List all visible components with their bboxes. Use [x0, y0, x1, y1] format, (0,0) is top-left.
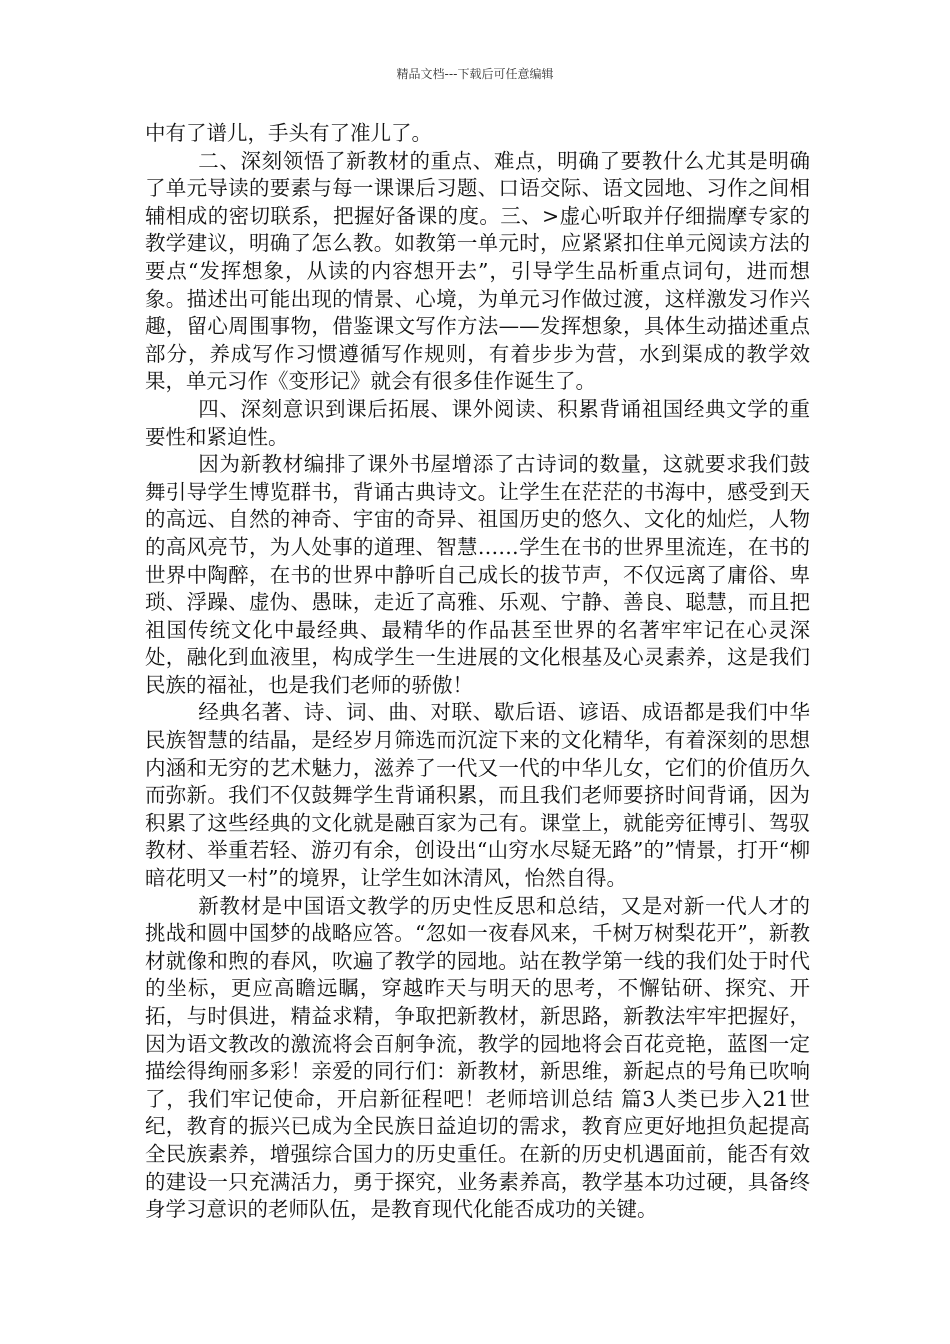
paragraph-section-four: 四、深刻意识到课后拓展、课外阅读、积累背诵祖国经典文学的重要性和紧迫性。 [145, 396, 810, 449]
paragraph-reading: 因为新教材编排了课外书屋增添了古诗词的数量，这就要求我们鼓舞引导学生博览群书，背诵古典诗文。让学生在茫茫的书海中，感受到天的高远、自然的神奇、宇宙的奇异、祖国历史的悠久、文化的灿烂，人物的高风亮节，为人处事的道理、智慧……学生在书的世界里流连，在书的世界中陶醉，在书的世界中静听自己成长的拔节声，不仅远离了庸俗、卑琐、浮躁、虚伪、愚昧，走近了高雅、乐观、宁静、善良、聪慧，而且把祖国传统文化中最经典、最精华的作品甚至世界的名著牢牢记在心灵深处，融化到血液里，构成学生一生进展的文化根基及心灵素养，这是我们民族的福祉，也是我们老师的骄傲！ [145, 452, 810, 697]
paragraph-continuation: 中有了谱儿，手头有了准儿了。 [145, 121, 432, 145]
paragraph-classics: 经典名著、诗、词、曲、对联、歇后语、谚语、成语都是我们中华民族智慧的结晶，是经岁月筛选而沉淀下来的文化精华，有着深刻的思想内涵和无穷的艺术魅力，滋养了一代又一代的中华儿女，它们的价值历久而弥新。我们不仅鼓舞学生背诵积累，而且我们老师要挤时间背诵，因为积累了这些经典的文化就是融百家为己有。课堂上，就能旁征博引、驾驭教材、举重若轻、游刃有余，创设出“山穷水尽疑无路”的”情景，打开“柳暗花明又一村”的境界，让学生如沐清风，怡然自得。 [145, 700, 810, 891]
paragraph-section-two: 二、深刻领悟了新教材的重点、难点，明确了要教什么尤其是明确了单元导读的要素与每一课课后习题、口语交际、语文园地、习作之间相辅相成的密切联系，把握好备课的度。三、>虚心听取并仔细揣摩专家的教学建议，明确了怎么教。如教第一单元时，应紧紧扣住单元阅读方法的要点“发挥想象，从读的内容想开去”，引导学生品析重点词句，进而想象。描述出可能出现的情景、心境，为单元习作做过渡，这样激发习作兴趣，留心周围事物，借鉴课文写作方法——发挥想象，具体生动描述重点部分，养成写作习惯遵循写作规则，有着步步为营，水到渠成的教学效果，单元习作《变形记》就会有很多佳作诞生了。 [145, 148, 810, 394]
document-body [145, 120, 810, 1224]
page-header: 精品文档---下载后可任意编辑 [396, 67, 554, 81]
paragraph-new-curriculum: 新教材是中国语文教学的历史性反思和总结，又是对新一代人才的挑战和圆中国梦的战略应答。“忽如一夜春风来，千树万树梨花开”，新教材就像和煦的春风，吹遍了教学的园地。站在教学第一线的我们处于时代的坐标，更应高瞻远瞩，穿越昨天与明天的思考，不懈钻研、探究、开拓，与时俱进，精益求精，争取把新教材，新思路，新教法牢牢把握好，因为语文教改的激流将会百舸争流，教学的园地将会百花竞艳，蓝图一定描绘得绚丽多彩！亲爱的同行们：新教材，新思维，新起点的号角已吹响了，我们牢记使命，开启新征程吧！老师培训总结 篇3人类已步入21世纪，教育的振兴已成为全民族日益迫切的需求，教育应更好地担负起提高全民族素养，增强综合国力的历史重任。在新的历史机遇面前，能否有效的建设一只充满活力，勇于探究，业务素养高，教学基本功过硬，具备终身学习意识的老师队伍，是教育现代化能否成功的关键。 [145, 893, 810, 1222]
